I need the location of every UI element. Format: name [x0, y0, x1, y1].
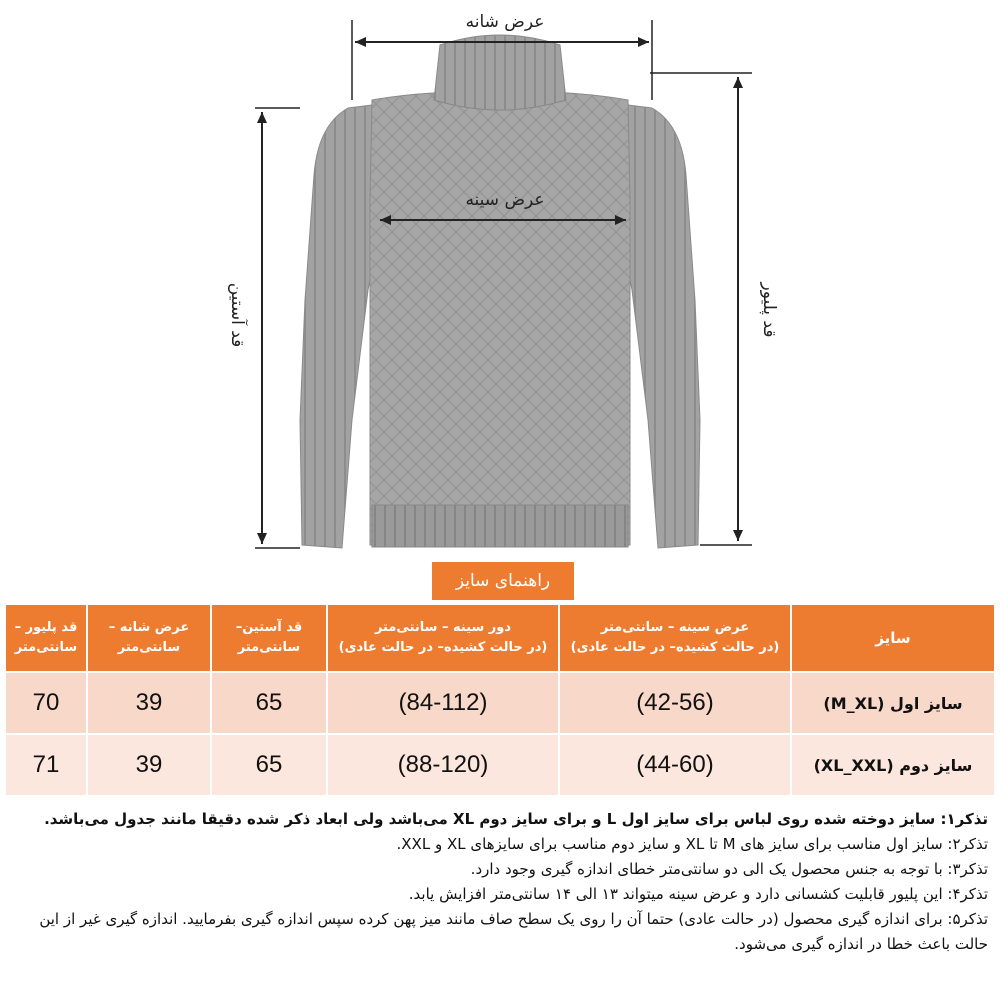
row-shoulder: 39 [87, 734, 211, 796]
header-chest-round: دور سینه – سانتی‌متر (در حالت کشیده– در حالت عادی) [327, 604, 559, 672]
note-4: تذکر۴: این پلیور قابلیت کشسانی دارد و عرض سینه میتواند ۱۳ الی ۱۴ سانتی‌متر افزایش یابد. [408, 885, 988, 903]
header-sleeve: قد آستین– سانتی‌متر [211, 604, 327, 672]
row-chest-round: (84-112) [327, 672, 559, 734]
note-5: تذکر۵: برای اندازه گیری محصول (در حالت عادی) حتما آن را روی یک سطح صاف مانند میز پهن کرده سپس اندازه گیری بفرمایید. اندازه گیری غیر از این حالت باعث خطا در اندازه گیری می‌شود. [39, 910, 988, 953]
sweater-length-label: قد پلیور [759, 282, 779, 338]
row-sleeve: 65 [211, 672, 327, 734]
size-table [4, 603, 996, 797]
shoulder-width-label: عرض شانه [465, 12, 545, 32]
row-size-name: سایز اول (M_XL) [791, 672, 995, 734]
row-chest-width: (44-60) [559, 734, 791, 796]
header-length: قد پلیور – سانتی‌متر [5, 604, 87, 672]
row-sleeve: 65 [211, 734, 327, 796]
size-guide-title: راهنمای سایز [432, 562, 574, 600]
chest-width-label: عرض سینه [465, 190, 545, 210]
sweater-body [370, 92, 630, 545]
row-chest-width: (42-56) [559, 672, 791, 734]
table-header-row [5, 604, 995, 672]
note-1: تذکر۱: سایز دوخته شده روی لباس برای سایز اول L و برای سایز دوم XL می‌باشد ولی ابعاد ذکر شده دقیقا مانند جدول می‌باشد. [44, 810, 988, 828]
row-length: 70 [5, 672, 87, 734]
row-shoulder: 39 [87, 672, 211, 734]
sweater-hem [372, 505, 628, 547]
note-2: تذکر۲: سایز اول مناسب برای سایز های M تا XL و سایز دوم مناسب برای سایزهای XL و XXL. [396, 835, 988, 853]
header-size: سایز [791, 604, 995, 672]
header-shoulder: عرض شانه – سانتی‌متر [87, 604, 211, 672]
row-size-name: سایز دوم (XL_XXL) [791, 734, 995, 796]
sleeve-length-label: قد آستین [227, 282, 247, 348]
table-row [5, 734, 995, 796]
row-chest-round: (88-120) [327, 734, 559, 796]
table-row [5, 672, 995, 734]
turtleneck-collar [434, 35, 566, 110]
notes-section [14, 807, 988, 957]
row-length: 71 [5, 734, 87, 796]
note-3: تذکر۳: با توجه به جنس محصول یک الی دو سانتی‌متر خطای اندازه گیری وجود دارد. [470, 860, 988, 878]
header-chest-width: عرض سینه – سانتی‌متر (در حالت کشیده– در حالت عادی) [559, 604, 791, 672]
